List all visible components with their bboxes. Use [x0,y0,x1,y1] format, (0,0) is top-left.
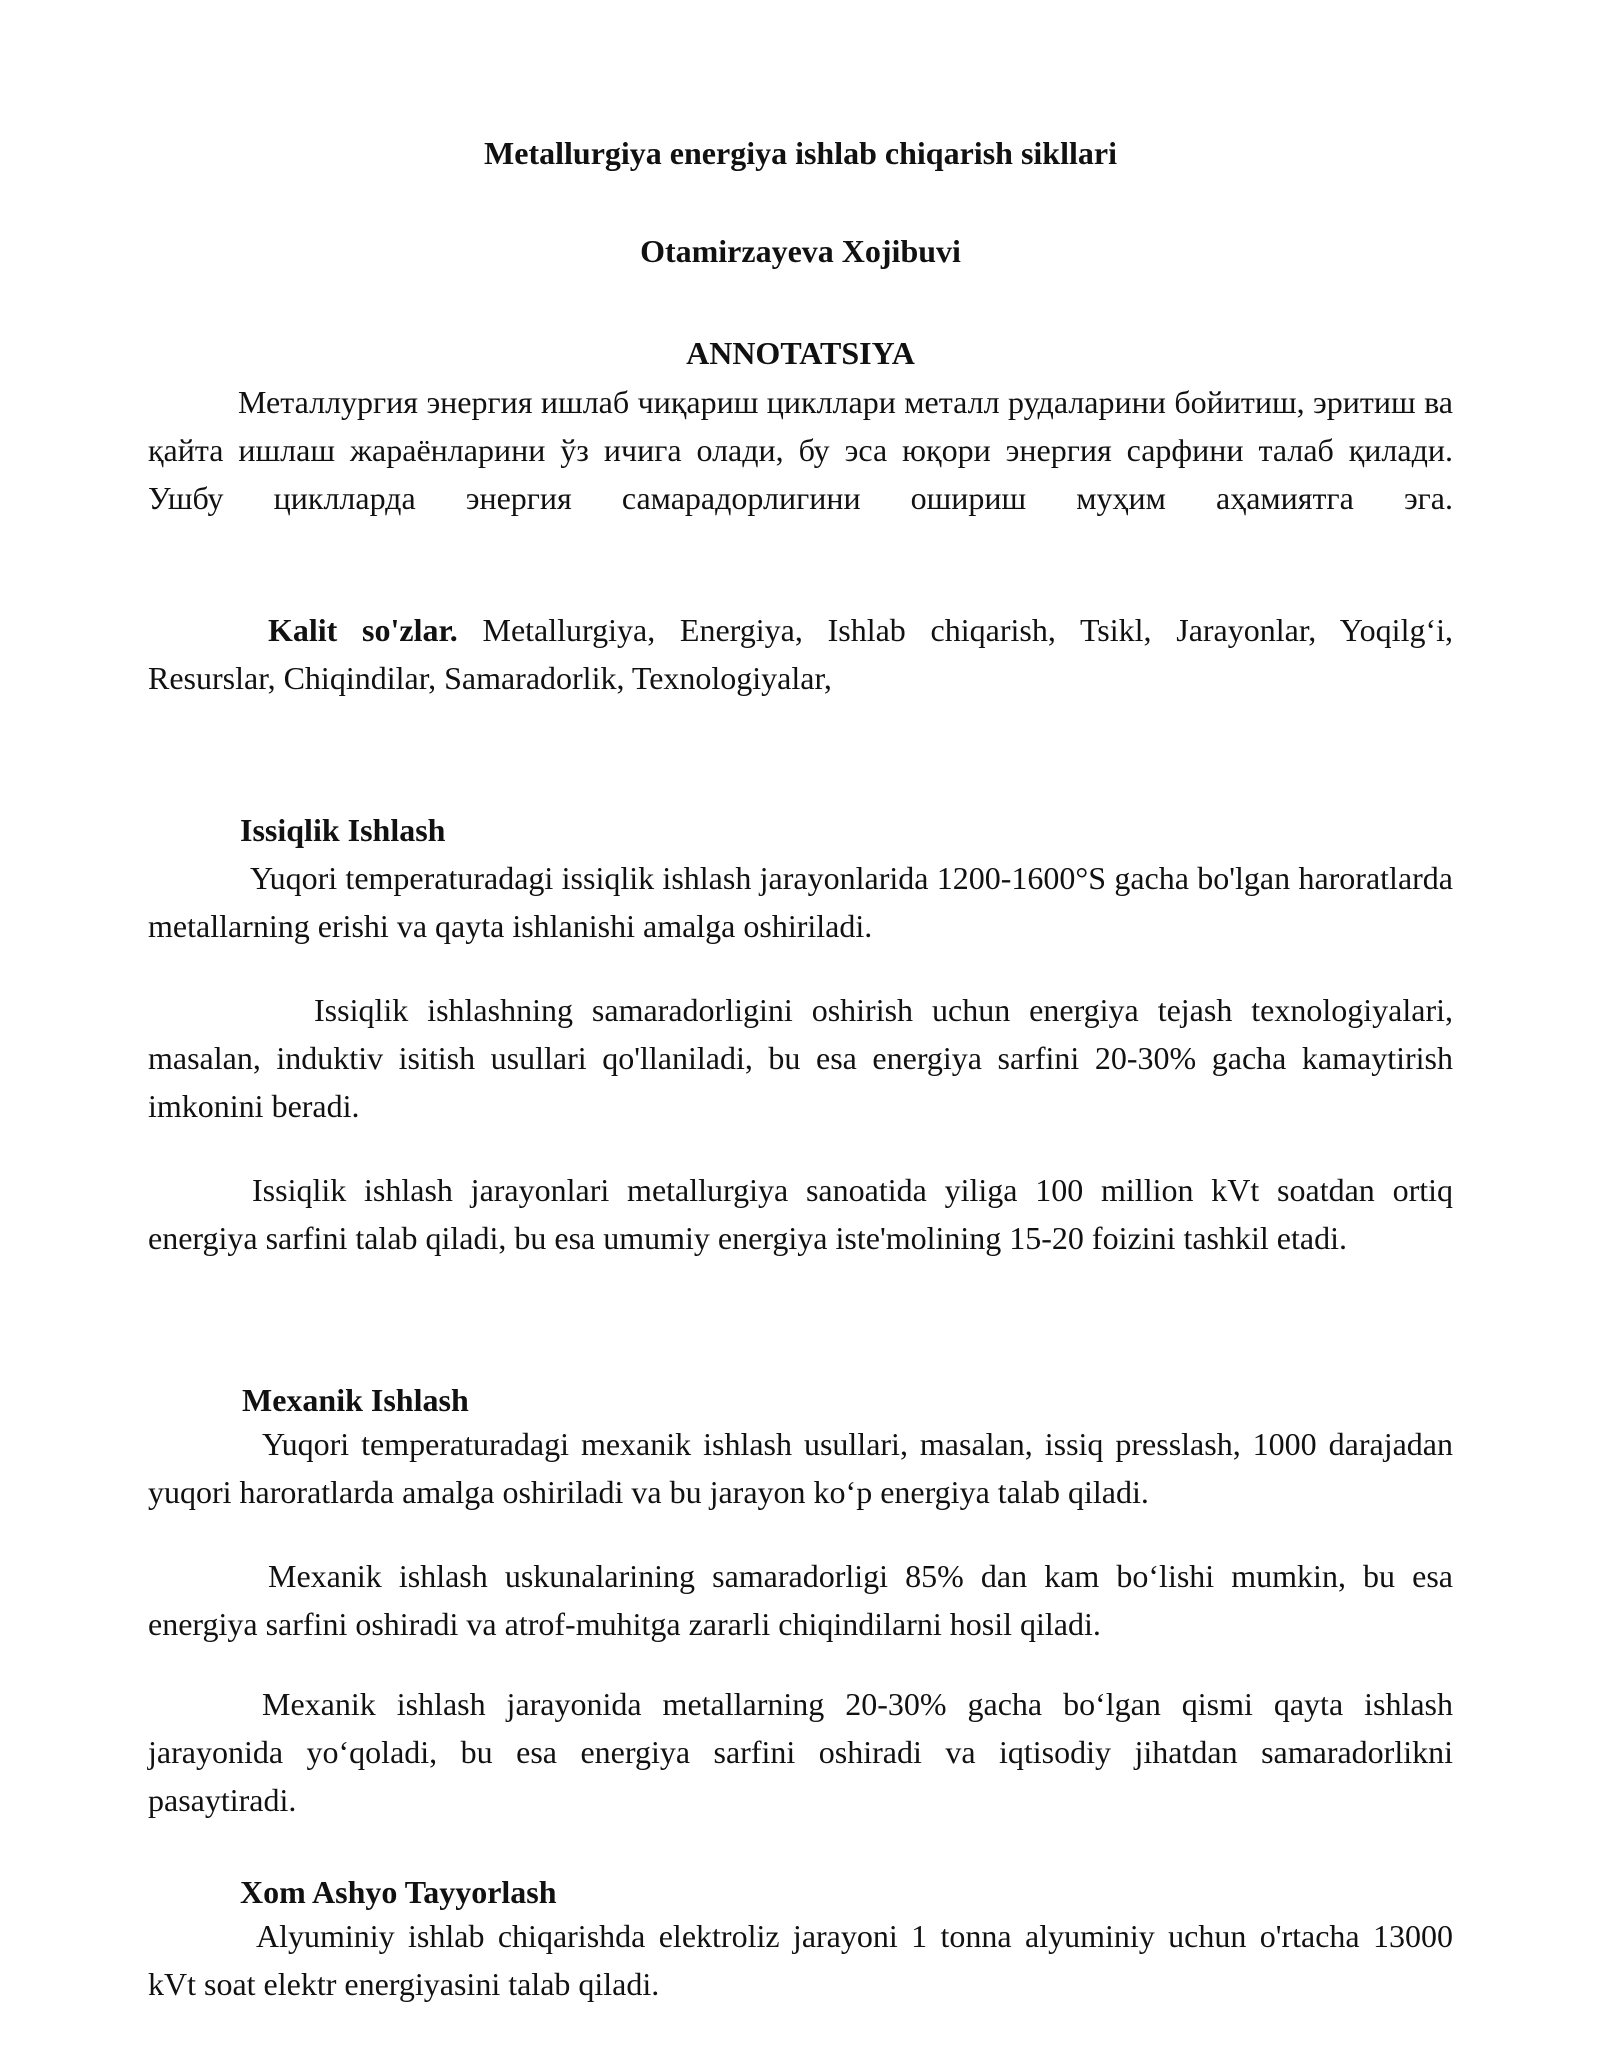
abstract-heading: ANNOTATSIYA [686,335,915,371]
section-heading: Mexanik Ishlash [242,1382,469,1418]
section-paragraph: Mexanik ishlash jarayonida metallarning 20-30% gacha bo‘lgan qismi qayta ishlash jarayonida yo‘qoladi, bu esa energiya sarfini oshiradi va iqtisodiy jihatdan samaradorlikni pasaytiradi. [148,1686,1453,1818]
abstract-paragraph: Металлургия энергия ишлаб чиқариш цикллари металл рудаларини бойитиш, эритиш ва қайта ишлаш жараёнларини ўз ичига олади, бу эса юқори энергия сарфини талаб қилади. Ушбу циклларда энергия самарадорлигини ошириш муҳим аҳамиятга эга. [148,384,1453,516]
keywords-paragraph [148,606,1453,702]
keywords-label: Kalit so'zlar. [268,612,458,648]
author-name: Otamirzayeva Xojibuvi [640,233,961,269]
section-paragraph: Yuqori temperaturadagi mexanik ishlash usullari, masalan, issiq presslash, 1000 darajadan yuqori haroratlarda amalga oshiriladi va bu jarayon ko‘p energiya talab qiladi. [148,1426,1453,1510]
section-paragraph: Mexanik ishlash uskunalarining samaradorligi 85% dan kam bo‘lishi mumkin, bu esa energiya sarfini oshiradi va atrof-muhitga zararli chiqindilarni hosil qiladi. [148,1558,1453,1642]
document-title: Metallurgiya energiya ishlab chiqarish sikllari [484,135,1117,171]
section-heading: Issiqlik Ishlash [240,812,446,848]
section-paragraph: Issiqlik ishlashning samaradorligini oshirish uchun energiya tejash texnologiyalari, masalan, induktiv isitish usullari qo'llaniladi, bu esa energiya sarfini 20-30% gacha kamaytirish imkonini beradi. [148,992,1453,1124]
section-paragraph: Yuqori temperaturadagi issiqlik ishlash jarayonlarida 1200-1600°S gacha bo'lgan haroratlarda metallarning erishi va qayta ishlanishi amalga oshiriladi. [148,860,1453,944]
section-heading: Xom Ashyo Tayyorlash [240,1874,557,1910]
keywords-list: Metallurgiya, Energiya, Ishlab chiqarish, Tsikl, Jarayonlar, Yoqilg‘i, Resurslar, Chiqindilar, Samaradorlik, Texnologiyalar, [148,612,1454,696]
section-paragraph: Issiqlik ishlash jarayonlari metallurgiya sanoatida yiliga 100 million kVt soatdan ortiq energiya sarfini talab qiladi, bu esa umumiy energiya iste'molining 15-20 foizini tashkil etadi. [148,1172,1453,1256]
section-paragraph: Alyuminiy ishlab chiqarishda elektroliz jarayoni 1 tonna alyuminiy uchun o'rtacha 13000 kVt soat elektr energiyasini talab qiladi. [148,1918,1453,2002]
